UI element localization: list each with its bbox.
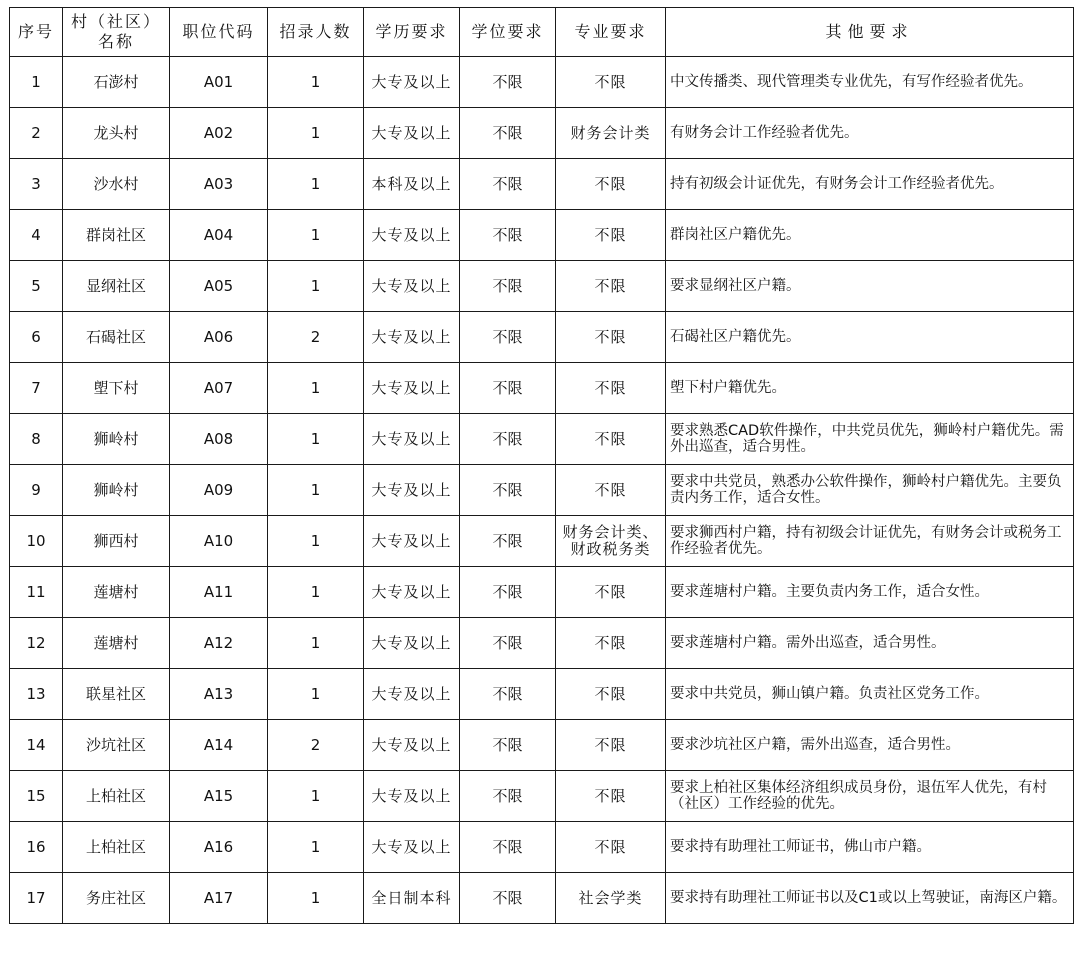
- cell-no: 16: [10, 822, 63, 873]
- table-row: [10, 261, 1074, 312]
- cell-code: A07: [170, 363, 268, 414]
- cell-count: 1: [268, 363, 364, 414]
- cell-other: 要求中共党员，狮山镇户籍。负责社区党务工作。: [666, 669, 1074, 720]
- cell-major: 不限: [556, 822, 666, 873]
- cell-edu: 大专及以上: [364, 363, 460, 414]
- cell-no: 6: [10, 312, 63, 363]
- cell-name: 群岗社区: [63, 210, 170, 261]
- cell-major: 不限: [556, 618, 666, 669]
- cell-major: 不限: [556, 210, 666, 261]
- cell-name: 狮西村: [63, 516, 170, 567]
- cell-major: 不限: [556, 57, 666, 108]
- cell-count: 1: [268, 57, 364, 108]
- cell-count: 1: [268, 414, 364, 465]
- cell-edu: 大专及以上: [364, 669, 460, 720]
- cell-degree: 不限: [460, 363, 556, 414]
- cell-no: 9: [10, 465, 63, 516]
- cell-degree: 不限: [460, 210, 556, 261]
- header-degree: 学位要求: [460, 8, 556, 57]
- cell-code: A12: [170, 618, 268, 669]
- cell-edu: 大专及以上: [364, 312, 460, 363]
- table-row: [10, 771, 1074, 822]
- cell-code: A13: [170, 669, 268, 720]
- cell-name: 沙坑社区: [63, 720, 170, 771]
- cell-name: 沙水村: [63, 159, 170, 210]
- cell-code: A03: [170, 159, 268, 210]
- header-count: 招录人数: [268, 8, 364, 57]
- cell-major: 不限: [556, 669, 666, 720]
- table-row: [10, 720, 1074, 771]
- header-no: 序号: [10, 8, 63, 57]
- cell-no: 4: [10, 210, 63, 261]
- cell-code: A06: [170, 312, 268, 363]
- cell-other: 要求莲塘村户籍。主要负责内务工作，适合女性。: [666, 567, 1074, 618]
- cell-count: 1: [268, 465, 364, 516]
- table-row: [10, 414, 1074, 465]
- cell-no: 12: [10, 618, 63, 669]
- cell-name: 狮岭村: [63, 465, 170, 516]
- cell-count: 1: [268, 771, 364, 822]
- cell-major: 不限: [556, 159, 666, 210]
- cell-edu: 全日制本科: [364, 873, 460, 924]
- cell-count: 1: [268, 261, 364, 312]
- table-row: [10, 159, 1074, 210]
- header-major: 专业要求: [556, 8, 666, 57]
- cell-edu: 大专及以上: [364, 57, 460, 108]
- cell-code: A08: [170, 414, 268, 465]
- cell-name: 务庄社区: [63, 873, 170, 924]
- header-edu: 学历要求: [364, 8, 460, 57]
- cell-degree: 不限: [460, 312, 556, 363]
- header-name: 村（社区）名称: [63, 8, 170, 57]
- header-code: 职位代码: [170, 8, 268, 57]
- cell-name: 塱下村: [63, 363, 170, 414]
- cell-edu: 大专及以上: [364, 822, 460, 873]
- cell-major: 不限: [556, 465, 666, 516]
- header-other: 其他要求: [666, 8, 1074, 57]
- cell-degree: 不限: [460, 873, 556, 924]
- table-row: [10, 312, 1074, 363]
- cell-code: A05: [170, 261, 268, 312]
- cell-name: 显纲社区: [63, 261, 170, 312]
- cell-no: 15: [10, 771, 63, 822]
- cell-code: A02: [170, 108, 268, 159]
- cell-other: 要求显纲社区户籍。: [666, 261, 1074, 312]
- cell-name: 联星社区: [63, 669, 170, 720]
- cell-code: A16: [170, 822, 268, 873]
- table-row: [10, 669, 1074, 720]
- table-row: [10, 465, 1074, 516]
- cell-code: A17: [170, 873, 268, 924]
- cell-edu: 大专及以上: [364, 261, 460, 312]
- cell-count: 2: [268, 720, 364, 771]
- cell-other: 塱下村户籍优先。: [666, 363, 1074, 414]
- recruitment-table: [9, 7, 1074, 924]
- cell-edu: 大专及以上: [364, 618, 460, 669]
- cell-major: 财务会计类、财政税务类: [556, 516, 666, 567]
- cell-code: A09: [170, 465, 268, 516]
- cell-no: 3: [10, 159, 63, 210]
- cell-edu: 大专及以上: [364, 465, 460, 516]
- cell-degree: 不限: [460, 669, 556, 720]
- cell-other: 要求沙坑社区户籍，需外出巡查，适合男性。: [666, 720, 1074, 771]
- cell-code: A14: [170, 720, 268, 771]
- table-row: [10, 363, 1074, 414]
- cell-degree: 不限: [460, 567, 556, 618]
- cell-major: 不限: [556, 720, 666, 771]
- cell-no: 8: [10, 414, 63, 465]
- table-row: [10, 873, 1074, 924]
- cell-major: 财务会计类: [556, 108, 666, 159]
- cell-no: 5: [10, 261, 63, 312]
- cell-edu: 大专及以上: [364, 771, 460, 822]
- cell-degree: 不限: [460, 465, 556, 516]
- cell-degree: 不限: [460, 720, 556, 771]
- cell-name: 石澎村: [63, 57, 170, 108]
- cell-count: 1: [268, 159, 364, 210]
- cell-major: 不限: [556, 414, 666, 465]
- cell-other: 有财务会计工作经验者优先。: [666, 108, 1074, 159]
- cell-code: A15: [170, 771, 268, 822]
- table-row: [10, 567, 1074, 618]
- cell-degree: 不限: [460, 57, 556, 108]
- cell-major: 不限: [556, 363, 666, 414]
- table-row: [10, 822, 1074, 873]
- cell-degree: 不限: [460, 771, 556, 822]
- cell-no: 13: [10, 669, 63, 720]
- cell-other: 要求狮西村户籍，持有初级会计证优先，有财务会计或税务工作经验者优先。: [666, 516, 1074, 567]
- cell-name: 莲塘村: [63, 567, 170, 618]
- table-row: [10, 57, 1074, 108]
- table-row: [10, 516, 1074, 567]
- cell-degree: 不限: [460, 261, 556, 312]
- cell-no: 10: [10, 516, 63, 567]
- cell-no: 11: [10, 567, 63, 618]
- cell-count: 1: [268, 567, 364, 618]
- cell-other: 要求莲塘村户籍。需外出巡查，适合男性。: [666, 618, 1074, 669]
- cell-count: 1: [268, 822, 364, 873]
- cell-no: 14: [10, 720, 63, 771]
- cell-degree: 不限: [460, 414, 556, 465]
- cell-degree: 不限: [460, 822, 556, 873]
- cell-count: 1: [268, 108, 364, 159]
- cell-name: 狮岭村: [63, 414, 170, 465]
- cell-edu: 大专及以上: [364, 210, 460, 261]
- cell-no: 17: [10, 873, 63, 924]
- cell-no: 2: [10, 108, 63, 159]
- table-body: [10, 57, 1074, 924]
- cell-other: 要求中共党员，熟悉办公软件操作，狮岭村户籍优先。主要负责内务工作，适合女性。: [666, 465, 1074, 516]
- header-row: [10, 8, 1074, 57]
- cell-major: 不限: [556, 312, 666, 363]
- cell-count: 1: [268, 210, 364, 261]
- cell-count: 1: [268, 618, 364, 669]
- cell-code: A01: [170, 57, 268, 108]
- cell-count: 1: [268, 873, 364, 924]
- cell-name: 上柏社区: [63, 771, 170, 822]
- cell-other: 群岗社区户籍优先。: [666, 210, 1074, 261]
- cell-other: 要求熟悉CAD软件操作，中共党员优先，狮岭村户籍优先。需外出巡查，适合男性。: [666, 414, 1074, 465]
- cell-other: 持有初级会计证优先，有财务会计工作经验者优先。: [666, 159, 1074, 210]
- cell-other: 石碣社区户籍优先。: [666, 312, 1074, 363]
- cell-count: 2: [268, 312, 364, 363]
- cell-degree: 不限: [460, 108, 556, 159]
- cell-edu: 大专及以上: [364, 567, 460, 618]
- cell-name: 龙头村: [63, 108, 170, 159]
- cell-edu: 大专及以上: [364, 720, 460, 771]
- cell-other: 要求持有助理社工师证书，佛山市户籍。: [666, 822, 1074, 873]
- cell-count: 1: [268, 516, 364, 567]
- cell-name: 莲塘村: [63, 618, 170, 669]
- cell-degree: 不限: [460, 159, 556, 210]
- cell-degree: 不限: [460, 618, 556, 669]
- cell-degree: 不限: [460, 516, 556, 567]
- cell-edu: 本科及以上: [364, 159, 460, 210]
- cell-edu: 大专及以上: [364, 414, 460, 465]
- table-row: [10, 108, 1074, 159]
- cell-major: 不限: [556, 261, 666, 312]
- cell-code: A11: [170, 567, 268, 618]
- cell-name: 上柏社区: [63, 822, 170, 873]
- cell-no: 7: [10, 363, 63, 414]
- cell-code: A04: [170, 210, 268, 261]
- table-row: [10, 210, 1074, 261]
- cell-edu: 大专及以上: [364, 108, 460, 159]
- cell-major: 社会学类: [556, 873, 666, 924]
- cell-code: A10: [170, 516, 268, 567]
- cell-count: 1: [268, 669, 364, 720]
- cell-other: 要求持有助理社工师证书以及C1或以上驾驶证，南海区户籍。: [666, 873, 1074, 924]
- cell-other: 中文传播类、现代管理类专业优先，有写作经验者优先。: [666, 57, 1074, 108]
- cell-name: 石碣社区: [63, 312, 170, 363]
- cell-other: 要求上柏社区集体经济组织成员身份，退伍军人优先，有村（社区）工作经验的优先。: [666, 771, 1074, 822]
- cell-major: 不限: [556, 771, 666, 822]
- document-page: [9, 7, 1074, 924]
- cell-major: 不限: [556, 567, 666, 618]
- cell-edu: 大专及以上: [364, 516, 460, 567]
- table-row: [10, 618, 1074, 669]
- cell-no: 1: [10, 57, 63, 108]
